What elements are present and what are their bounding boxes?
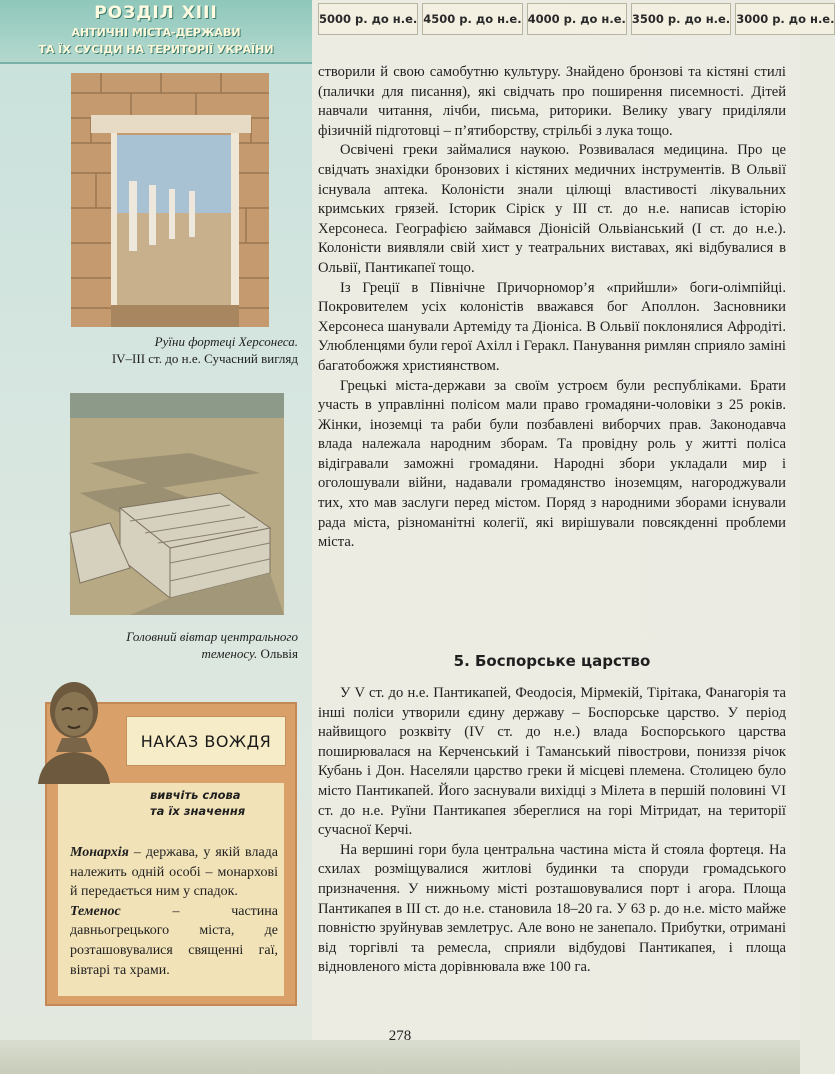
photo2-caption-line2 <box>201 645 298 662</box>
paragraph: У V ст. до н.е. Пантикапей, Феодосія, Мірмекій, Тірітака, Фанагорія та інші поліси утворили єдину державу – Боспорське царство. У період найвищого розквіту (IV ст. до н.е.) влада Боспорського царства поширювалася на Керченський і Таманський півострови, пониззя річок Кубань і Дон. Населяли царство греки й місцеві племена. Столицею було місто Пантикапей. Його заснували вихідці з Мілета в першій половині VI ст. до н.е. Руїни Пантикапея збереглися на горі Мітридат, на території сучасної Керчі. <box>318 685 786 839</box>
timeline-cell: 5000 р. до н.е. <box>318 3 418 35</box>
command-subtitle-line2: та їх значення <box>150 804 246 818</box>
bottom-decoration <box>0 1040 800 1074</box>
glossary-definition: – частина давньогрецького міста, де розташовувалися священні гаї, вівтарі та храми. <box>70 903 278 978</box>
glossary-term: Теменос <box>70 903 121 919</box>
main-text-column <box>318 63 786 553</box>
glossary-definition: – держава, у якій влада належить одній особі – монархові й передається ним у спадок. <box>70 845 278 900</box>
glossary <box>70 843 278 980</box>
photo2-caption-place: Ольвія <box>257 646 298 661</box>
section-subtitle-line2: ТА ЇХ СУСІДИ НА ТЕРИТОРІЇ УКРАЇНИ <box>38 43 274 56</box>
paragraph: створили й свою самобутню культуру. Знайдено бронзові та кістяні стилі (палички для писання), які свідчать про поширення писемності. Дітей навчали читання, лічби, письма, риторики. Велику увагу приділяли фізичній підготовці – п’ятиборству, стрільбі з лука тощо. <box>318 64 786 139</box>
timeline-cell: 4500 р. до н.е. <box>422 3 522 35</box>
chersonesus-ruins-photo <box>71 73 269 327</box>
section-title: РОЗДІЛ XIII <box>94 3 218 23</box>
main-text-column-2 <box>318 684 786 978</box>
command-subtitle-line1: вивчіть слова <box>150 788 241 802</box>
glossary-term: Монархія <box>70 845 129 860</box>
glossary-entry <box>70 902 278 980</box>
timeline-cell: 4000 р. до н.е. <box>527 3 627 35</box>
timeline <box>318 3 835 35</box>
timeline-cell: 3500 р. до н.е. <box>631 3 731 35</box>
leader-bust-icon <box>32 680 112 784</box>
paragraph: На вершині гори була центральна частина міста й стояла фортеця. На схилах розміщувалися житлові будинки та споруди громадського призначення. У нижньому місті розташовувалися порт і агора. Площа Пантикапея в III ст. до н.е. становила 18–20 га. У 63 р. до н.е. місто майже повністю зруйнував землетрус. Але воно не занепало. Прибутки, отримані від торгівлі та ремесла, сприяли відбудові Пантикапея, і площа відновленого міста дорівнювала вже 100 га. <box>318 841 786 976</box>
photo1-caption-line2: IV–III ст. до н.е. Сучасний вигляд <box>111 351 298 366</box>
section-subtitle-line1: АНТИЧНІ МІСТА-ДЕРЖАВИ <box>71 26 241 39</box>
olbia-altar-photo <box>70 393 284 615</box>
command-title: НАКАЗ ВОЖДЯ <box>126 716 286 766</box>
photo2-caption-line1: Головний вівтар центрального <box>126 629 298 644</box>
glossary-entry <box>70 843 278 902</box>
page-number: 278 <box>388 1028 412 1044</box>
paragraph: Грецькі міста-держави за своїм устроєм були республіками. Брати участь в управлінні полісом мали право громадяни-чоловіки з 25 років. Жінки, іноземці та раби були позбавлені виборчих прав. Законодавча влада належала народним зборам. Та провідну роль у житті поліса відігравали заможні громадяни. Народні збори укладали мир і оголошували війни, надавали громадянство іноземцям, нагороджували тих, хто мав заслуги перед містом. Поряд з народними зборами існували рада міста, різноманітні колегії, які вирішували повсякденні проблеми міста. <box>318 377 786 551</box>
timeline-cell: 3000 р. до н.е. <box>735 3 835 35</box>
paragraph: Із Греції в Північне Причорномор’я «прийшли» боги-олімпійці. Покровителем усіх колоністів вважався бог Аполлон. Засновники Херсонеса шанували Артеміду та Діоніса. В Ольвії поклонялися Афродіті. Улюбленцями були герої Ахілл і Геракл. Панування римлян сприяло заміні багатобожжя християнством. <box>318 279 786 374</box>
command-subtitle <box>150 787 280 819</box>
section-heading: 5. Боспорське царство <box>453 652 651 670</box>
photo2-caption-term: теменосу. <box>201 646 258 661</box>
paragraph: Освічені греки займалися наукою. Розвивалася медицина. Про це свідчать знахідки бронзових і кістяних медичних інструментів. В Ольвії існувала аптека. Колоністи знали цілющі властивості лікувальних кримських грязей. Історик Сіріск у III ст. до н.е. написав історію Херсонеса. Географією займався Діонісій Ольвіанський (I ст. до н.е.). Колоністи виявляли свій хист у театральних виставах, які відбувалися в Ольвії, Пантикапеї тощо. <box>318 142 786 276</box>
photo1-caption-line1: Руїни фортеці Херсонеса. <box>154 334 298 349</box>
section-header <box>0 0 312 64</box>
